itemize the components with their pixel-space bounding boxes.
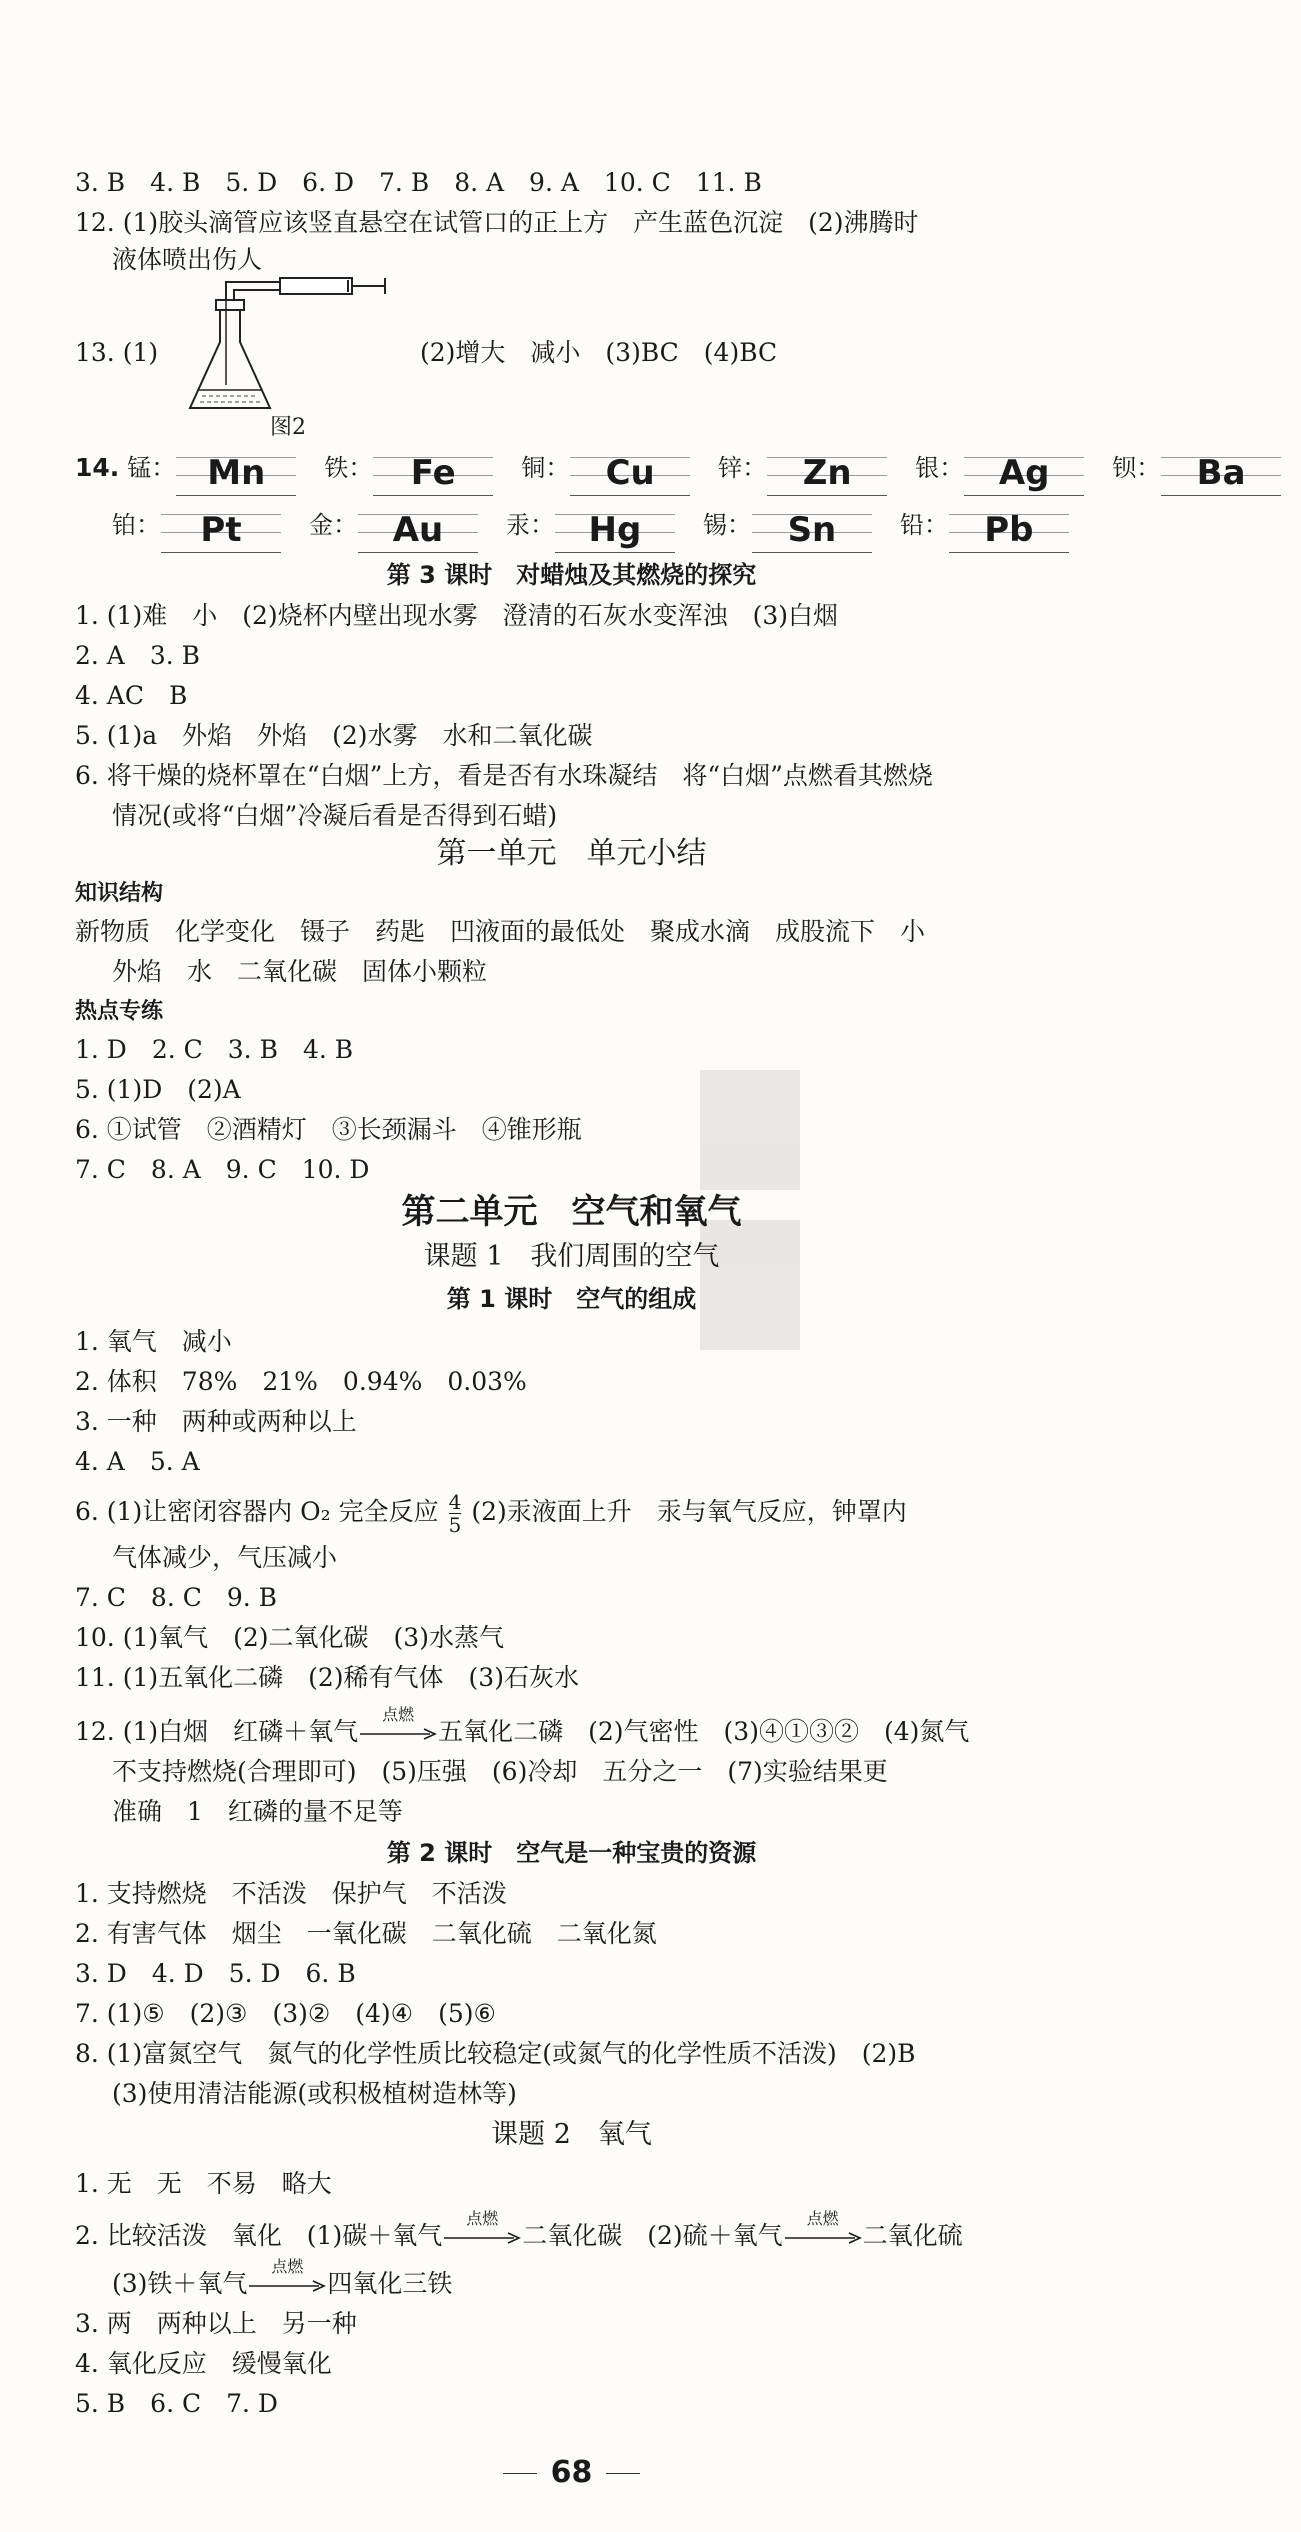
- u2-answer-12-line2: 不支持燃烧(合理即可) (5)压强 (6)冷却 五分之一 (7)实验结果更: [112, 1757, 888, 1786]
- lesson-1-title: 第 1 课时 空气的组成: [446, 1285, 697, 1313]
- topic-1-title: 课题 1 我们周围的空气: [423, 1241, 720, 1272]
- lesson3-answer-6-line1: 6. 将干燥的烧杯罩在“白烟”上方，看是否有水珠凝结 将“白烟”点燃看其燃烧: [75, 761, 933, 790]
- u2-answer-7-9: 7. C 8. C 9. B: [75, 1583, 278, 1612]
- knowledge-line-2: 外焰 水 二氧化碳 固体小颗粒: [112, 957, 488, 986]
- element-answer-cu: Cu: [570, 443, 690, 496]
- t2-answer-4: 4. 氧化反应 缓慢氧化: [75, 2349, 332, 2378]
- l2-answer-3-6: 3. D 4. D 5. D 6. B: [75, 1959, 356, 1988]
- element-name: 汞: [505, 511, 530, 539]
- page-number: 68: [0, 2455, 1143, 2490]
- u2-answer-2: 2. 体积 78% 21% 0.94% 0.03%: [75, 1367, 527, 1396]
- t2-answer-2-line2: (3)铁＋氧气 点燃 四氧化三铁: [112, 2256, 453, 2298]
- answer-12-line2: 液体喷出伤人: [112, 245, 263, 274]
- hot-answer-6: 6. ①试管 ②酒精灯 ③长颈漏斗 ④锥形瓶: [75, 1115, 582, 1144]
- element-answer-ag: Ag: [964, 443, 1084, 496]
- hot-practice-heading: 热点专练: [75, 999, 164, 1024]
- q14-row1: 14. 锰： Mn 铁： Fe 铜： Cu 锌： Zn 银： Ag 钡： Ba: [75, 440, 1301, 496]
- element-name: 钡: [1112, 454, 1137, 482]
- u2-answer-11: 11. (1)五氧化二磷 (2)稀有气体 (3)石灰水: [75, 1663, 579, 1692]
- l2-answer-1: 1. 支持燃烧 不活泼 保护气 不活泼: [75, 1879, 507, 1908]
- element-name: 金: [308, 511, 333, 539]
- u2-answer-12-line1: 12. (1)白烟 红磷＋氧气 点燃 五氧化二磷 (2)气密性 (3)④①③② (4)氮气: [75, 1704, 970, 1746]
- reaction-arrow: 点燃: [249, 2274, 325, 2298]
- answer-13-number: 13. (1): [75, 338, 159, 367]
- knowledge-line-1: 新物质 化学变化 镊子 药匙 凹液面的最低处 聚成水滴 成股流下 小: [75, 917, 926, 946]
- element-name: 铂: [112, 511, 136, 539]
- unit-1-summary-title: 第一单元 单元小结: [436, 836, 707, 871]
- hot-answer-7: 7. C 8. A 9. C 10. D: [75, 1155, 370, 1184]
- element-answer-ba: Ba: [1161, 443, 1281, 496]
- element-answer-fe: Fe: [373, 443, 493, 496]
- lesson3-answer-4: 4. AC B: [75, 681, 188, 710]
- element-name: 铜: [521, 454, 546, 482]
- hot-answer-1: 1. D 2. C 3. B 4. B: [75, 1035, 354, 1064]
- q14-row2: 铂： Pt 金： Au 汞： Hg 锡： Sn 铅： Pb: [112, 497, 1089, 553]
- element-name: 铅: [899, 511, 924, 539]
- element-answer-pb: Pb: [949, 500, 1069, 553]
- u2-answer-1: 1. 氧气 减小: [75, 1327, 232, 1356]
- u2-answer-6-line2: 气体减少，气压减小: [112, 1543, 338, 1572]
- reaction-arrow: 点燃: [785, 2226, 861, 2250]
- element-answer-mn: Mn: [176, 443, 296, 496]
- knowledge-structure-heading: 知识结构: [75, 881, 164, 906]
- hot-answer-5: 5. (1)D (2)A: [75, 1075, 241, 1104]
- t2-answer-1: 1. 无 无 不易 略大: [75, 2169, 332, 2198]
- u2-answer-12-line3: 准确 1 红磷的量不足等: [112, 1797, 403, 1826]
- lesson3-answer-1: 1. (1)难 小 (2)烧杯内壁出现水雾 澄清的石灰水变浑浊 (3)白烟: [75, 601, 839, 630]
- reaction-arrow: 点燃: [360, 1722, 436, 1746]
- lesson3-answer-2-3: 2. A 3. B: [75, 641, 201, 670]
- element-answer-au: Au: [358, 500, 478, 553]
- topic-2-title: 课题 2 氧气: [491, 2119, 652, 2150]
- l2-answer-8-line2: (3)使用清洁能源(或积极植树造林等): [112, 2079, 517, 2108]
- l2-answer-8-line1: 8. (1)富氮空气 氮气的化学性质比较稳定(或氮气的化学性质不活泼) (2)B: [75, 2039, 916, 2068]
- element-answer-zn: Zn: [767, 443, 887, 496]
- lesson3-answer-6-line2: 情况(或将“白烟”冷凝后看是否得到石蜡): [112, 801, 558, 830]
- element-name: 锌: [718, 454, 743, 482]
- l2-answer-7: 7. (1)⑤ (2)③ (3)② (4)④ (5)⑥: [75, 1999, 496, 2028]
- u2-answer-4-5: 4. A 5. A: [75, 1447, 200, 1476]
- lesson3-answer-5: 5. (1)a 外焰 外焰 (2)水雾 水和二氧化碳: [75, 721, 593, 750]
- q14-number: 14.: [75, 453, 120, 482]
- element-name: 银: [915, 454, 940, 482]
- element-answer-hg: Hg: [555, 500, 675, 553]
- fraction-four-fifths: $\frac{4}{5}$: [448, 1490, 462, 1537]
- unit-2-title: 第二单元 空气和氧气: [401, 1192, 742, 1232]
- flask-syringe-drawing: [180, 270, 400, 420]
- element-name: 铁: [324, 454, 349, 482]
- answer-13-rest: (2)增大 减小 (3)BC (4)BC: [420, 338, 778, 367]
- reaction-arrow: 点燃: [444, 2226, 520, 2250]
- t2-answer-2-line1: 2. 比较活泼 氧化 (1)碳＋氧气 点燃 二氧化碳 (2)硫＋氧气 点燃 二氧化硫: [75, 2208, 963, 2250]
- answer-6-text-2: (2)汞液面上升 汞与氧气反应，钟罩内: [471, 1497, 907, 1526]
- answer-12-line1: 12. (1)胶头滴管应该竖直悬空在试管口的正上方 产生蓝色沉淀 (2)沸腾时: [75, 208, 919, 237]
- u2-answer-3: 3. 一种 两种或两种以上: [75, 1407, 357, 1436]
- lesson-2-title: 第 2 课时 空气是一种宝贵的资源: [386, 1839, 757, 1867]
- t2-answer-3: 3. 两 两种以上 另一种: [75, 2309, 357, 2338]
- answers-3-11: 3. B 4. B 5. D 6. D 7. B 8. A 9. A 10. C 11. B: [75, 168, 762, 197]
- l2-answer-2: 2. 有害气体 烟尘 一氧化碳 二氧化硫 二氧化氮: [75, 1919, 657, 1948]
- u2-answer-10: 10. (1)氧气 (2)二氧化碳 (3)水蒸气: [75, 1623, 504, 1652]
- lesson-3-title: 第 3 课时 对蜡烛及其燃烧的探究: [386, 561, 757, 589]
- figure-2-label: 图2: [270, 415, 306, 440]
- element-answer-pt: Pt: [161, 500, 281, 553]
- t2-answer-5-7: 5. B 6. C 7. D: [75, 2389, 278, 2418]
- element-name: 锡: [702, 511, 727, 539]
- answer-6-text: 6. (1)让密闭容器内 O₂ 完全反应: [75, 1497, 439, 1526]
- element-name: 锰: [127, 454, 152, 482]
- element-answer-sn: Sn: [752, 500, 872, 553]
